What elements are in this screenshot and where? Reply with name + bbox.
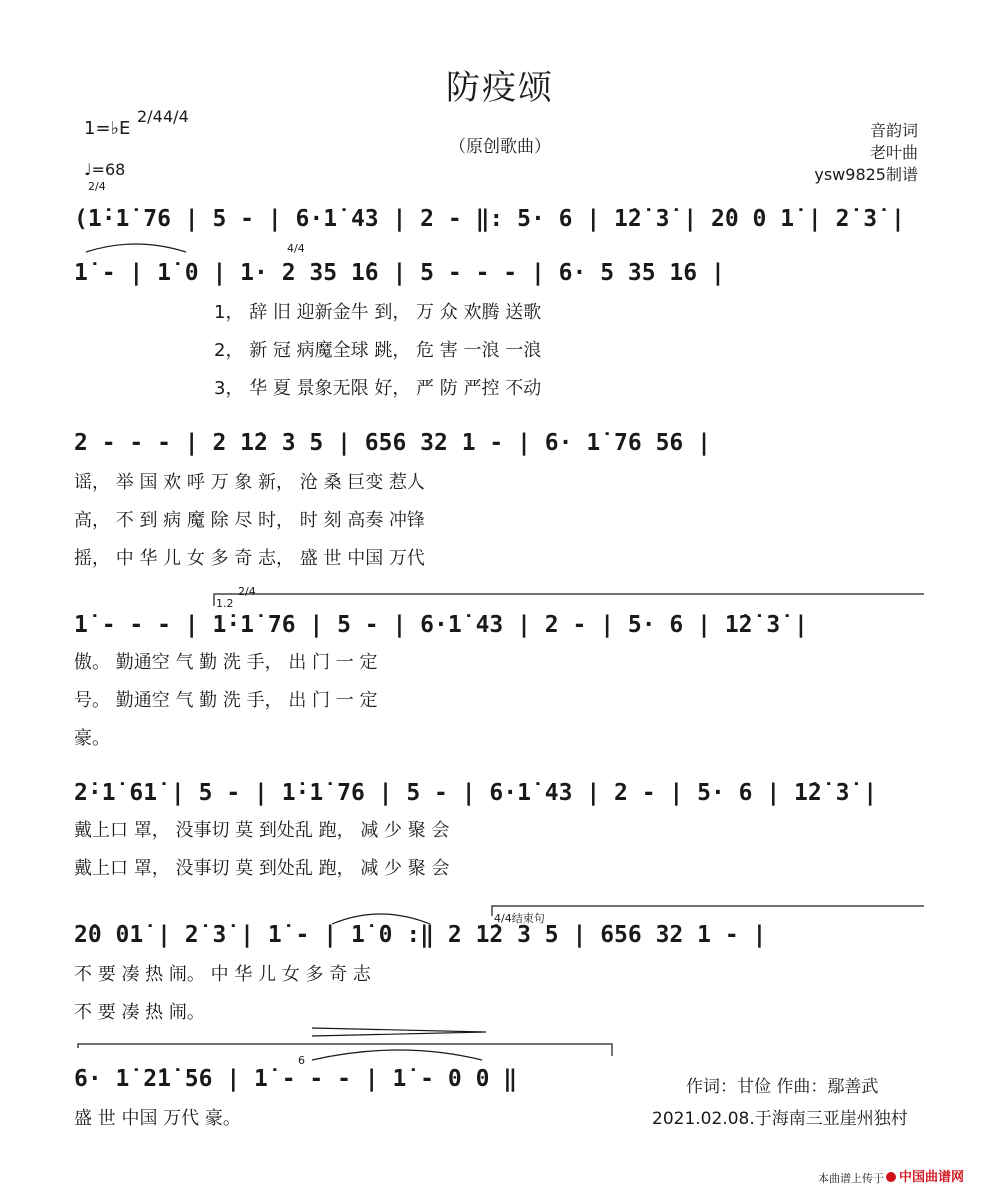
- hairpin: [312, 1028, 486, 1036]
- lyric-row-3-verse-1: 谣， 举 国 欢 呼 万 象 新， 沧 桑 巨变 惹人: [74, 472, 425, 493]
- grace-note: 6: [298, 1054, 305, 1067]
- date-place-info: 2021.02.08.于海南三亚崖州独村: [652, 1109, 908, 1129]
- ending-bracket-final: [492, 906, 924, 916]
- lyric-row-4-verse-1: 傲。 勤通空 气 勤 洗 手， 出 门 一 定: [74, 652, 378, 673]
- tie-slur-row2: [86, 244, 186, 252]
- lyric-row-2-verse-2: 2， 新 冠 病魔全球 跳， 危 害 一浪 一浪: [214, 340, 542, 361]
- composer-credit: 老叶曲: [869, 143, 918, 162]
- lyric-row-3-verse-2: 高， 不 到 病 魔 除 尽 时， 时 刻 高奏 冲锋: [74, 510, 425, 531]
- ts-marker-44: 4/4: [287, 242, 305, 255]
- notation-row-4: 1̇ - - - | 1̇·1̇ 76 | 5 - | 6·1̇ 43 | 2 - | 5· 6 | 1̇2̇ 3̇ |: [74, 612, 808, 638]
- lyric-row-6-verse-1: 不 要 凑 热 闹。 中 华 儿 女 多 奇 志: [74, 964, 371, 985]
- final-ending-marker: 4/4结束句: [494, 912, 545, 925]
- lyric-row-2-verse-1: 1， 辞 旧 迎新金牛 到， 万 众 欢腾 送歌: [214, 302, 542, 323]
- lyric-row-3-verse-3: 摇， 中 华 儿 女 多 奇 志， 盛 世 中国 万代: [74, 548, 425, 569]
- lyric-row-6-verse-2: 不 要 凑 热 闹。: [74, 1002, 205, 1023]
- lyricist-credit: 音韵词: [869, 121, 918, 140]
- authors-info: 作词：甘俭 作曲：鄢善武: [686, 1077, 879, 1097]
- notation-row-2: 1̇ - | 1̇ 0 | 1· 2 35 1̇6 | 5 - - - | 6· 5 35 16 |: [74, 260, 725, 286]
- lyric-row-2-verse-3: 3， 华 夏 景象无限 好， 严 防 严控 不动: [214, 378, 542, 399]
- time-signature-2-text: 4/4: [163, 107, 189, 126]
- lyric-row-5-verse-2: 戴上口 罩， 没事切 莫 到处乱 跑， 减 少 聚 会: [74, 858, 450, 879]
- time-signature-1-text: 2/4: [137, 107, 163, 126]
- lyric-row-7-verse-1: 盛 世 中国 万代 豪。: [74, 1108, 241, 1129]
- song-subtitle: （原创歌曲）: [449, 137, 551, 157]
- transcriber-credit: ysw9825制谱: [814, 165, 918, 184]
- tie-slur-row7: [312, 1050, 482, 1060]
- lyric-row-4-verse-3: 豪。: [74, 728, 110, 749]
- notation-row-6: 2̇0 01̇ | 2̇ 3̇ | 1̇ - | 1̇ 0 :‖ 2 1̇2 3 5 | 656 32 1 - |: [74, 922, 767, 948]
- lyric-row-4-verse-2: 号。 勤通空 气 勤 洗 手， 出 门 一 定: [74, 690, 378, 711]
- notation-row-3: 2 - - - | 2 1̇2 3 5 | 656 32 1 - | 6· 1̇ 76 56 |: [74, 430, 711, 456]
- site-logo-text: 中国曲谱网: [899, 1170, 965, 1185]
- tie-slur-row6: [332, 914, 430, 924]
- ending-bracket-1: [214, 594, 924, 606]
- ts-marker-24a: 2/4: [88, 180, 106, 193]
- ts-marker-24b: 2/4: [238, 585, 256, 598]
- key-signature: 1=♭E: [84, 118, 131, 139]
- notation-row-5: 2̇·1̇ 61̇ | 5 - | 1̇·1̇ 76 | 5 - | 6·1̇ 43 | 2 - | 5· 6 | 1̇2̇ 3̇ |: [74, 780, 878, 806]
- song-title: 防疫颂: [446, 68, 554, 108]
- tempo-mark: ♩=68: [84, 160, 126, 179]
- upload-note: 本曲谱上传于: [818, 1172, 884, 1185]
- lyric-row-5-verse-1: 戴上口 罩， 没事切 莫 到处乱 跑， 减 少 聚 会: [74, 820, 450, 841]
- notation-row-7: 6· 1̇ 2̇1̇ 56 | 1̇ - - - | 1̇ - 0 0 ‖: [74, 1066, 518, 1092]
- ending-marker: 1.2: [216, 597, 234, 610]
- notation-row-1: (1̇·1̇ 76 | 5 - | 6·1̇ 43 | 2 - ‖: 5· 6 | 1̇2̇ 3̇ | 2̇0 0 1̇ | 2̇ 3̇ |: [74, 206, 905, 232]
